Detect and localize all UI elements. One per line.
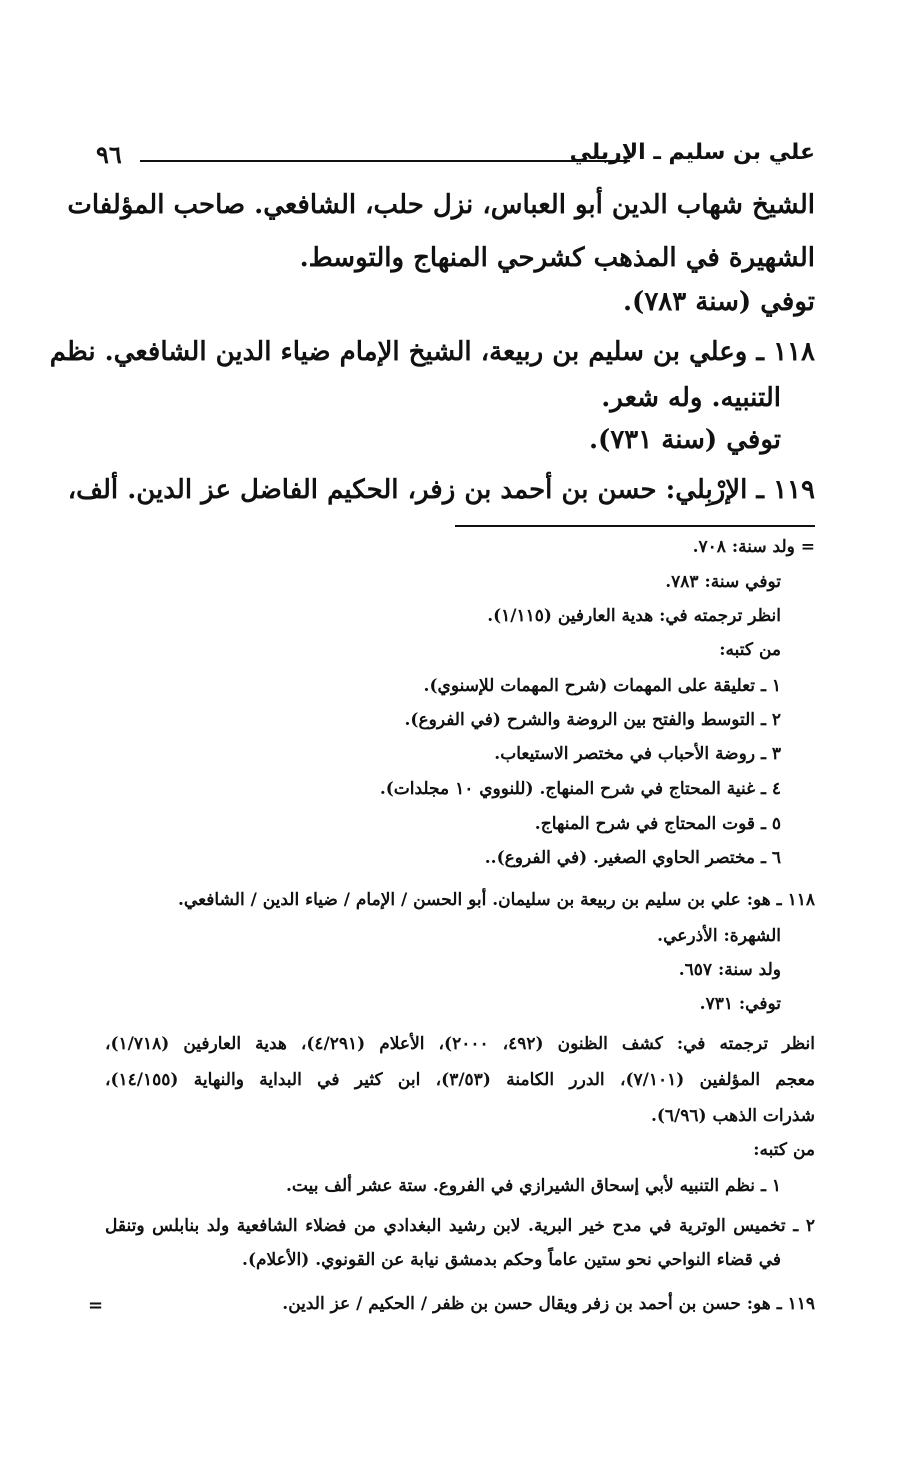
- footnote-line: توفي: ٧٣١.: [699, 994, 781, 1014]
- continuation-mark: =: [88, 1295, 104, 1316]
- footnote-line: الشهرة: الأذرعي.: [657, 926, 781, 946]
- page-number: ٩٦: [96, 140, 122, 169]
- footnote-line: ٤ ـ غنية المحتاج في شرح المنهاج. (للنووي ١٠ مجلدات).: [379, 779, 781, 799]
- footnote-line: ٢ ـ تخميس الوترية في مدح خير البرية. لابن رشيد البغدادي من فضلاء الشافعية ولد بنابلس وتنقل: [105, 1216, 815, 1236]
- main-line: التنبيه. وله شعر.: [601, 383, 781, 413]
- footnote-line: ٥ ـ قوت المحتاج في شرح المنهاج.: [534, 814, 781, 834]
- footnote-line: شذرات الذهب (٦/٩٦).: [650, 1106, 815, 1126]
- footnote-line: ٢ ـ التوسط والفتح بين الروضة والشرح (في الفروع).: [404, 710, 781, 730]
- footnote-line: معجم المؤلفين (٧/١٠١)، الدرر الكامنة (٣/٥٣)، ابن كثير في البداية والنهاية (١٤/١٥٥)،: [105, 1070, 816, 1090]
- footnote-line: ١١٩ ـ هو: حسن بن أحمد بن زفر ويقال حسن بن ظفر / الحكيم / عز الدين.: [282, 1294, 815, 1314]
- footnote-line: انظر ترجمته في: كشف الظنون (٤٩٢، ٢٠٠٠)، الأعلام (٤/٢٩١)، هدية العارفين (١/٧١٨)،: [105, 1034, 815, 1054]
- footnote-line: ولد سنة: ٦٥٧.: [678, 960, 781, 980]
- footnote-separator: [455, 525, 815, 527]
- main-line: توفي (سنة ٧٣١).: [588, 425, 781, 455]
- running-title: علي بن سليم ـ الإربلي: [569, 140, 815, 165]
- main-line: ١١٩ ـ الإرْبِلي: حسن بن أحمد بن زفر، الحكيم الفاضل عز الدين. ألف،: [67, 475, 815, 505]
- footnote-line: = ولد سنة: ٧٠٨.: [692, 537, 815, 557]
- footnote-line: من كتبه:: [753, 1140, 815, 1160]
- footnote-line: من كتبه:: [719, 640, 781, 660]
- header-rule: [140, 160, 630, 162]
- footnote-line: ٦ ـ مختصر الحاوي الصغير. (في الفروع)..: [484, 848, 781, 868]
- footnote-line: توفي سنة: ٧٨٣.: [665, 572, 781, 592]
- footnote-line: انظر ترجمته في: هدية العارفين (١/١١٥).: [487, 606, 781, 626]
- footnote-line: ٣ ـ روضة الأحباب في مختصر الاستيعاب.: [494, 744, 781, 764]
- footnote-line: في قضاء النواحي نحو ستين عاماً وحكم بدمشق نيابة عن القونوي. (الأعلام).: [242, 1250, 781, 1270]
- main-line: توفي (سنة ٧٨٣).: [622, 287, 815, 317]
- footnote-line: ١ ـ نظم التنبيه لأبي إسحاق الشيرازي في الفروع. ستة عشر ألف بيت.: [286, 1176, 781, 1196]
- footnote-line: ١ ـ تعليقة على المهمات (شرح المهمات للإسنوي).: [423, 676, 781, 696]
- main-line: الشهيرة في المذهب كشرحي المنهاج والتوسط.: [299, 243, 815, 273]
- footnote-line: ١١٨ ـ هو: علي بن سليم بن ربيعة بن سليمان. أبو الحسن / الإمام / ضياء الدين / الشافعي.: [178, 890, 815, 910]
- main-line: الشيخ شهاب الدين أبو العباس، نزل حلب، الشافعي. صاحب المؤلفات: [67, 190, 815, 220]
- main-line: ١١٨ ـ وعلي بن سليم بن ربيعة، الشيخ الإمام ضياء الدين الشافعي. نظم: [49, 337, 815, 367]
